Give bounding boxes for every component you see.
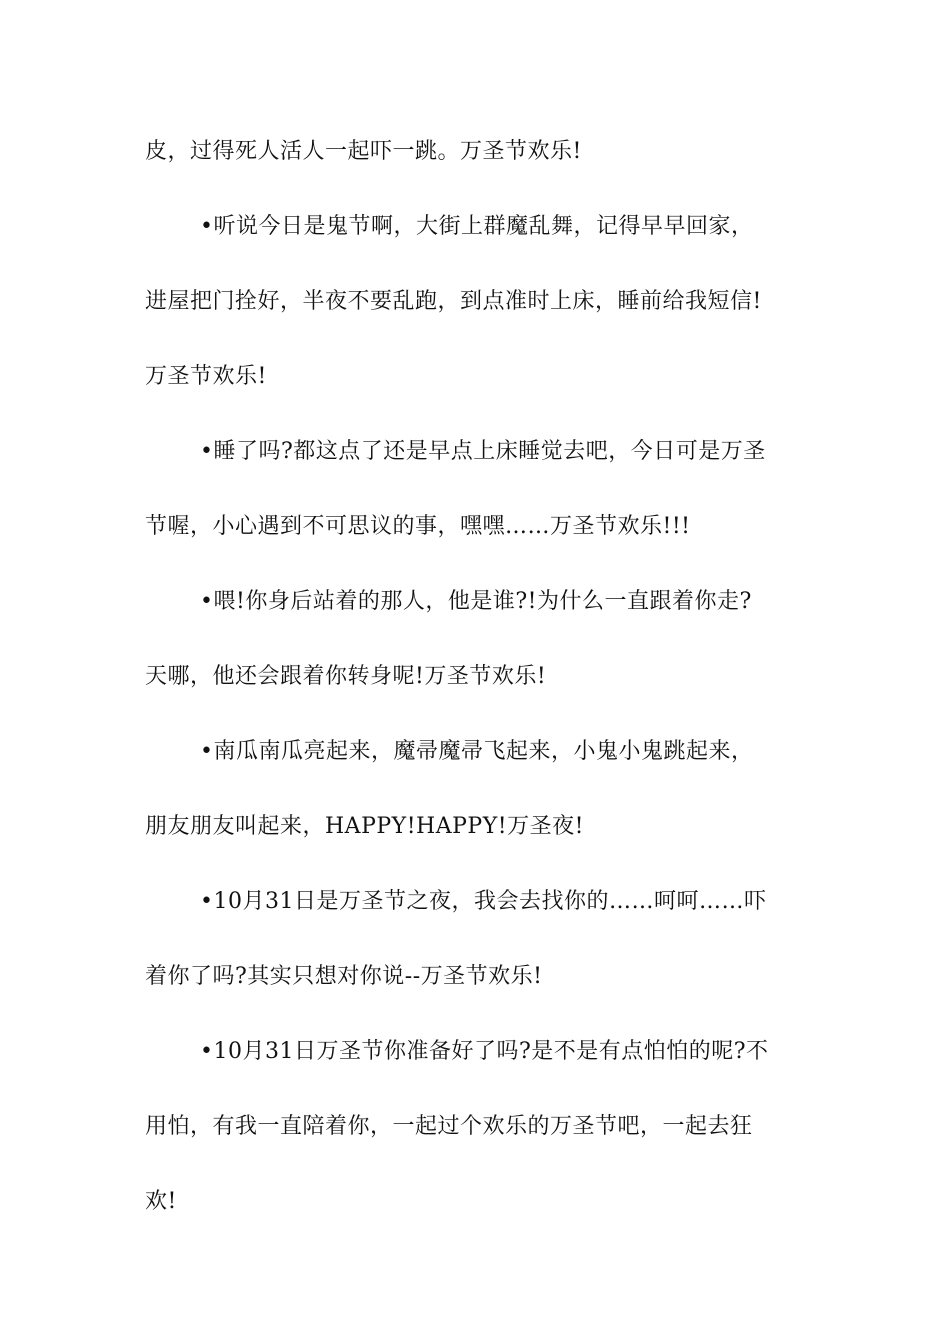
text-line: 着你了吗?其实只想对你说--万圣节欢乐! [145,964,543,989]
text-line: 朋友朋友叫起来，HAPPY!HAPPY!万圣夜! [145,814,584,839]
text-line: 用怕，有我一直陪着你，一起过个欢乐的万圣节吧，一起去狂 [145,1114,753,1139]
text-line: 进屋把门拴好，半夜不要乱跑，到点准时上床，睡前给我短信! [145,289,762,314]
bullet-item: •听说今日是鬼节啊，大街上群魔乱舞，记得早早回家， [200,214,754,239]
text-line: 皮，过得死人活人一起吓一跳。万圣节欢乐! [145,139,582,164]
bullet-item: •喂!你身后站着的那人，他是谁?!为什么一直跟着你走? [200,589,752,614]
bullet-item: •10月31日万圣节你准备好了吗?是不是有点怕怕的呢?不 [200,1039,769,1064]
bullet-item: •睡了吗?都这点了还是早点上床睡觉去吧，今日可是万圣 [200,439,766,464]
text-line: 万圣节欢乐! [145,364,267,389]
text-line: 节喔，小心遇到不可思议的事，嘿嘿……万圣节欢乐!!! [145,514,691,539]
bullet-item: •南瓜南瓜亮起来，魔帚魔帚飞起来，小鬼小鬼跳起来， [200,739,754,764]
text-line: 欢! [145,1189,177,1214]
bullet-item: •10月31日是万圣节之夜，我会去找你的……呵呵……吓 [200,889,767,914]
text-line: 天哪，他还会跟着你转身呢!万圣节欢乐! [145,664,547,689]
